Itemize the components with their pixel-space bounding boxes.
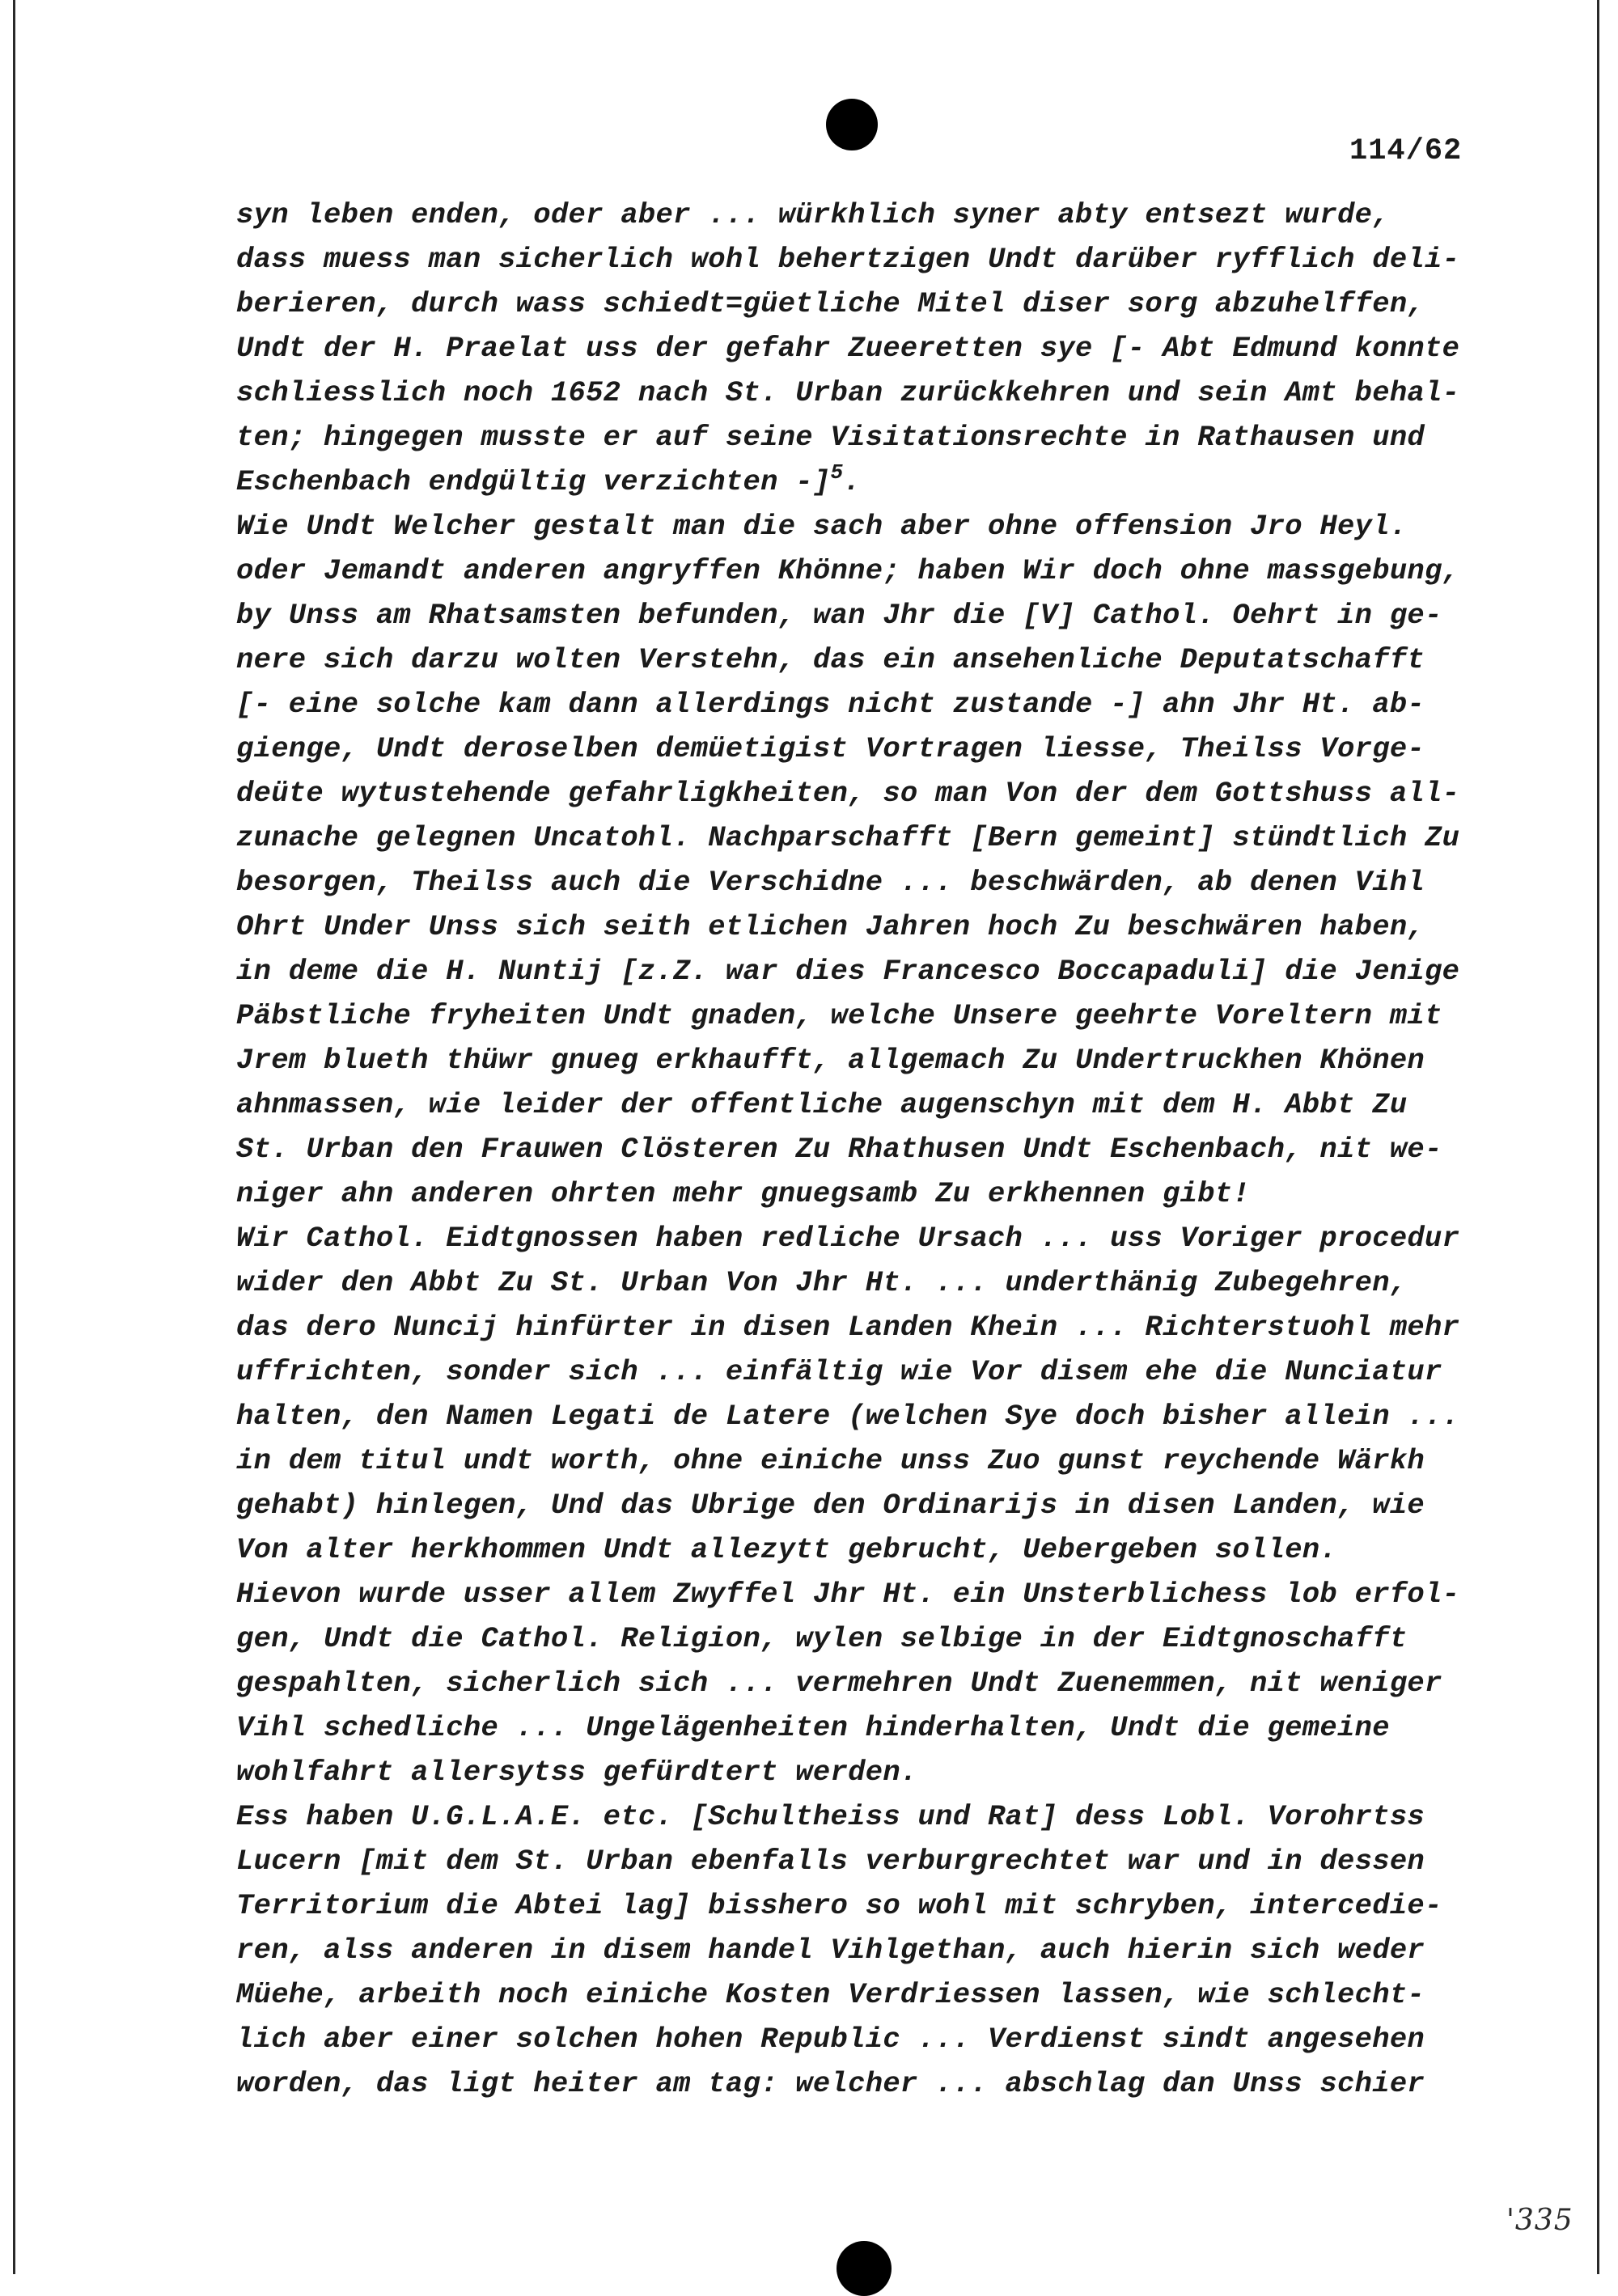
text-line: ten; hingegen musste er auf seine Visitationsrechte in Rathausen und xyxy=(236,421,1425,454)
text-line: Lucern [mit dem St. Urban ebenfalls verburgrechtet war und in dessen xyxy=(236,1845,1425,1878)
text-line: lich aber einer solchen hohen Republic ... Verdienst sindt angesehen xyxy=(236,2023,1425,2056)
text-line: wider den Abbt Zu St. Urban Von Jhr Ht. ... underthänig Zubegehren, xyxy=(236,1266,1408,1299)
text-line: ren, alss anderen in disem handel Vihlgethan, auch hierin sich weder xyxy=(236,1934,1425,1967)
margin-note: '335 xyxy=(1506,2204,1574,2237)
text-line: gienge, Undt deroselben demüetigist Vortragen liesse, Theilss Vorge- xyxy=(236,732,1425,765)
text-line: Undt der H. Praelat uss der gefahr Zueeretten sye [- Abt Edmund konnte xyxy=(236,332,1460,365)
text-line: gen, Undt die Cathol. Religion, wylen selbige in der Eidtgnoschafft xyxy=(236,1622,1408,1655)
footnote-suffix: . xyxy=(843,465,862,498)
text-line: berieren, durch wass schiedt=güetliche Mitel diser sorg abzuhelffen, xyxy=(236,287,1425,320)
text-line: uffrichten, sonder sich ... einfältig wie Vor disem ehe die Nunciatur xyxy=(236,1355,1442,1388)
text-line: deüte wytustehende gefahrligkheiten, so man Von der dem Gottshuss all- xyxy=(236,777,1460,810)
text-line: in deme die H. Nuntij [z.Z. war dies Francesco Boccapaduli] die Jenige xyxy=(236,955,1460,988)
text-line: Territorium die Abtei lag] bisshero so wohl mit schryben, intercedie- xyxy=(236,1889,1442,1922)
text-line: besorgen, Theilss auch die Verschidne ... beschwärden, ab denen Vihl xyxy=(236,866,1425,899)
text-line: Hievon wurde usser allem Zwyffel Jhr Ht. ein Unsterblichess lob erfol- xyxy=(236,1578,1460,1611)
text-line: Jrem blueth thüwr gnueg erkhaufft, allgemach Zu Undertruckhen Khönen xyxy=(236,1044,1425,1077)
text-line: schliesslich noch 1652 nach St. Urban zurückkehren und sein Amt behal- xyxy=(236,376,1460,409)
text-line: gehabt) hinlegen, Und das Ubrige den Ordinarijs in disen Landen, wie xyxy=(236,1489,1425,1522)
text-line: Müehe, arbeith noch einiche Kosten Verdriessen lassen, wie schlecht- xyxy=(236,1978,1425,2011)
text-line: nere sich darzu wolten Verstehn, das ein ansehenliche Deputatschafft xyxy=(236,643,1425,676)
text-line-content: Eschenbach endgültig verzichten -] xyxy=(236,465,831,498)
text-line: wohlfahrt allersytss gefürdtert werden. xyxy=(236,1756,918,1789)
text-line: by Unss am Rhatsamsten befunden, wan Jhr die [V] Cathol. Oehrt in ge- xyxy=(236,599,1442,632)
text-line: Ess haben U.G.L.A.E. etc. [Schultheiss und Rat] dess Lobl. Vorohrtss xyxy=(236,1800,1425,1833)
text-line: Ohrt Under Unss sich seith etlichen Jahren hoch Zu beschwären haben, xyxy=(236,910,1425,943)
text-line: in dem titul undt worth, ohne einiche unss Zuo gunst reychende Wärkh xyxy=(236,1444,1425,1477)
text-line: das dero Nuncij hinfürter in disen Landen Khein ... Richterstuohl mehr xyxy=(236,1311,1460,1344)
text-line: Wie Undt Welcher gestalt man die sach aber ohne offension Jro Heyl. xyxy=(236,510,1408,543)
footnote-mark: 5 xyxy=(830,460,844,485)
text-line: Wir Cathol. Eidtgnossen haben redliche Ursach ... uss Voriger procedur xyxy=(236,1222,1460,1255)
text-line: oder Jemandt anderen angryffen Khönne; haben Wir doch ohne massgebung, xyxy=(236,554,1460,587)
text-line: [- eine solche kam dann allerdings nicht zustande -] ahn Jhr Ht. ab- xyxy=(236,688,1425,721)
text-line: zunache gelegnen Uncatohl. Nachparschafft [Bern gemeint] stündtlich Zu xyxy=(236,821,1460,854)
text-line: niger ahn anderen ohrten mehr gnuegsamb Zu erkhennen gibt! xyxy=(236,1177,1251,1210)
text-line: syn leben enden, oder aber ... würkhlich syner abty entsezt wurde, xyxy=(236,198,1390,231)
text-line: worden, das ligt heiter am tag: welcher ... abschlag dan Unss schier xyxy=(236,2067,1425,2100)
text-line: ahnmassen, wie leider der offentliche augenschyn mit dem H. Abbt Zu xyxy=(236,1088,1408,1121)
body-text xyxy=(236,193,1466,2106)
punch-hole-bottom xyxy=(837,2241,892,2296)
text-line: Päbstliche fryheiten Undt gnaden, welche Unsere geehrte Voreltern mit xyxy=(236,999,1442,1032)
text-line: Vihl schedliche ... Ungelägenheiten hinderhalten, Undt die gemeine xyxy=(236,1711,1390,1744)
punch-hole-top xyxy=(826,99,878,150)
text-line: halten, den Namen Legati de Latere (welchen Sye doch bisher allein ... xyxy=(236,1400,1460,1433)
text-line: dass muess man sicherlich wohl behertzigen Undt darüber ryfflich deli- xyxy=(236,243,1460,276)
text-line: St. Urban den Frauwen Clösteren Zu Rhathusen Undt Eschenbach, nit we- xyxy=(236,1133,1442,1166)
text-line-with-footnote xyxy=(236,460,1466,504)
text-line: gespahlten, sicherlich sich ... vermehren Undt Zuenemmen, nit weniger xyxy=(236,1667,1442,1700)
text-line: Von alter herkhommen Undt allezytt gebrucht, Uebergeben sollen. xyxy=(236,1533,1338,1566)
page-number: 114/62 xyxy=(1349,134,1463,168)
